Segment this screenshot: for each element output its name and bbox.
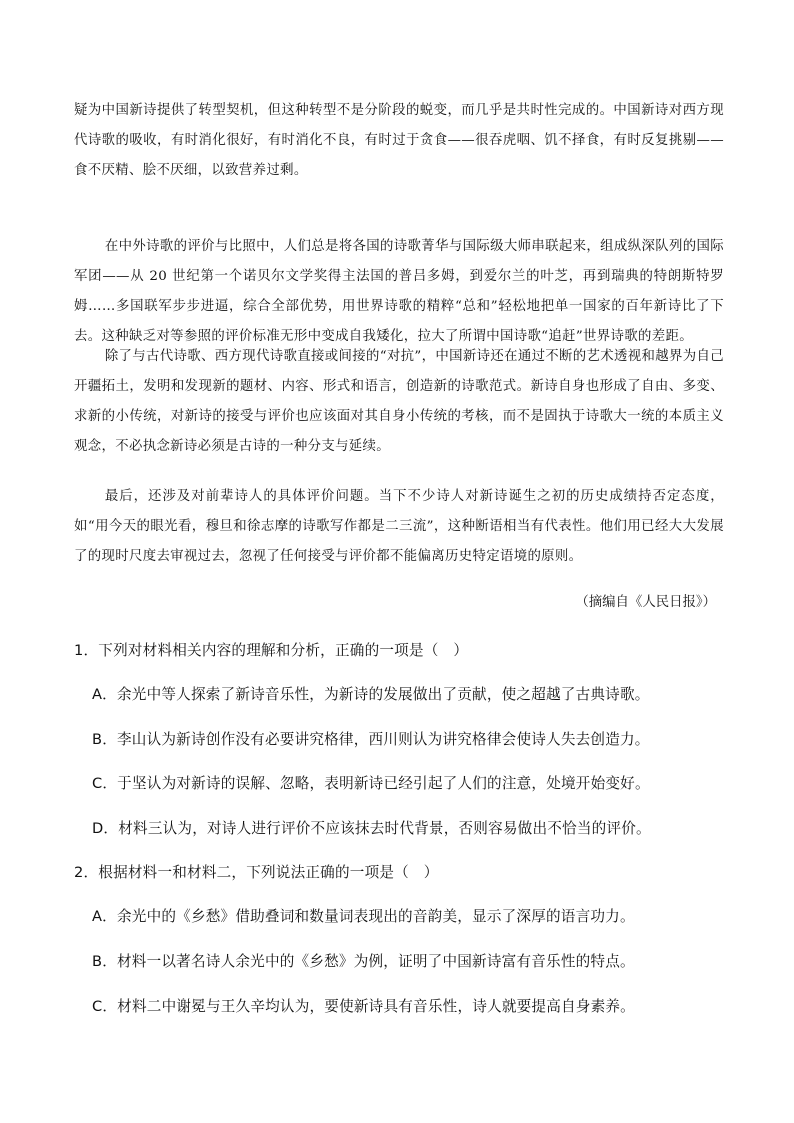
passage-paragraph-3: 除了与古代诗歌、西方现代诗歌直接或间接的“对抗”，中国新诗还在通过不断的艺术透视和越界为自己开疆拓土，发明和发现新的题材、内容、形式和语言，创造新的诗歌范式。新诗自身也形成了自由、多变、求新的小传统，对新诗的接受与评价也应该面对其自身小传统的考核，而不是固执于诗歌大一统的本质主义观念，不必执念新诗必须是古诗的一种分支与延续。 (74, 349, 724, 454)
passage-paragraph-4: 最后，还涉及对前辈诗人的具体评价问题。当下不少诗人对新诗诞生之初的历史成绩持否定态度，如“用今天的眼光看，穆旦和徐志摩的诗歌写作都是二三流”，这种断语相当有代表性。他们用已经大大发展了的现时尺度去审视过去，忽视了任何接受与评价都不能偏离历史特定语境的原则。 (74, 489, 724, 564)
question-1-option-c: C．于坚认为对新诗的误解、忽略，表明新诗已经引起了人们的注意，处境开始变好。 (92, 775, 650, 792)
question-2-stem: 2．根据材料一和材料二，下列说法正确的一项是（ ） (74, 864, 439, 881)
passage-source: （摘编自《人民日报》） (575, 595, 716, 610)
question-1-option-d: D．材料三认为，对诗人进行评价不应该抹去时代背景，否则容易做出不恰当的评价。 (92, 820, 651, 837)
passage-paragraph-1: 疑为中国新诗提供了转型契机，但这种转型不是分阶段的蜕变，而几乎是共时性完成的。中国新诗对西方现代诗歌的吸收，有时消化很好，有时消化不良，有时过于贪食——很吞虎咽、饥不择食，有时反复挑剔——食不厌精、脍不厌细，以致营养过剩。 (74, 103, 724, 178)
question-1-option-a: A．余光中等人探索了新诗音乐性，为新诗的发展做出了贡献，使之超越了古典诗歌。 (92, 686, 650, 703)
passage-paragraph-2: 在中外诗歌的评价与比照中，人们总是将各国的诗歌菁华与国际级大师串联起来，组成纵深队列的国际军团——从 20 世纪第一个诺贝尔文学奖得主法国的普吕多姆，到爱尔兰的叶芝，再到瑞典的特朗斯特罗姆……多国联军步步进逼，综合全部优势，用世界诗歌的精粹“总和”轻松地把单一国家的百年新诗比了下去。这种缺乏对等参照的评价标准无形中变成自我矮化，拉大了所谓中国诗歌“追赶”世界诗歌的差距。 (74, 239, 724, 344)
question-1-option-b: B．李山认为新诗创作没有必要讲究格律，西川则认为讲究格律会使诗人失去创造力。 (92, 731, 650, 748)
question-2-option-c: C．材料二中谢冕与王久辛均认为，要使新诗具有音乐性，诗人就要提高自身素养。 (92, 998, 635, 1015)
question-1-stem: 1．下列对材料相关内容的理解和分析，正确的一项是（ ） (74, 642, 469, 659)
question-2-option-a: A．余光中的《乡愁》借助叠词和数量词表现出的音韵美，显示了深厚的语言功力。 (92, 908, 635, 925)
question-2-option-b: B．材料一以著名诗人余光中的《乡愁》为例，证明了中国新诗富有音乐性的特点。 (92, 953, 635, 970)
